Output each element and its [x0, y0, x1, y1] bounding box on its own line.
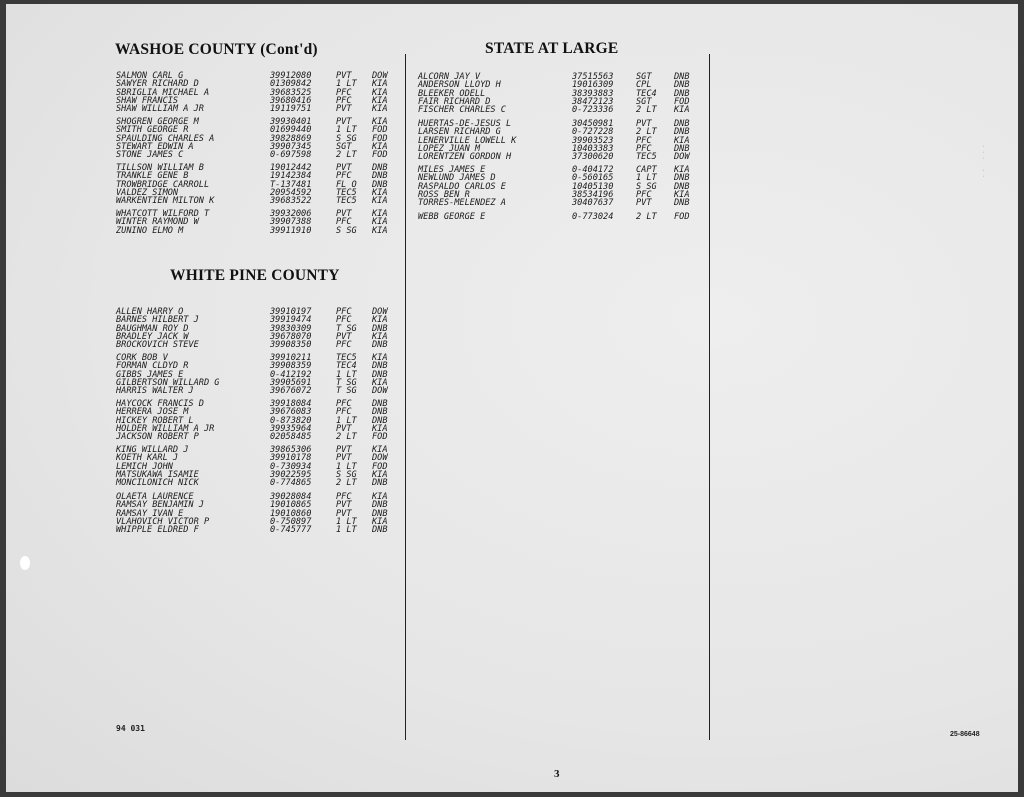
rank: TEC5	[336, 188, 357, 199]
edge-marks: · · · · ·	[982, 144, 986, 180]
status-code: KIA	[674, 105, 690, 116]
white-pine-group	[116, 308, 522, 350]
rank: 1 LT	[336, 79, 357, 90]
casualty-row	[418, 98, 1024, 106]
casualty-name: HOLDER WILLIAM A JR	[116, 424, 215, 435]
casualty-row	[418, 120, 1024, 128]
status-code: DNB	[372, 171, 388, 182]
rank: SGT	[636, 72, 652, 82]
rank: 2 LT	[336, 478, 357, 489]
casualty-name: LOPEZ JUAN M	[418, 144, 481, 155]
casualty-row	[116, 387, 522, 395]
status-code: KIA	[372, 470, 388, 481]
rank: PVT	[336, 508, 352, 519]
casualty-name: CORK BOB V	[116, 353, 168, 363]
status-code: DOW	[372, 386, 388, 397]
state-group	[418, 120, 1024, 162]
service-number: 39930401	[270, 117, 312, 127]
heading-white-pine-county: WHITE PINE COUNTY	[170, 267, 340, 284]
casualty-name: FORMAN CLDYD R	[116, 361, 189, 372]
status-code: DNB	[372, 525, 388, 536]
service-number: 19012442	[270, 163, 312, 173]
service-number: 0-560165	[572, 173, 614, 184]
white-pine-group	[116, 354, 522, 396]
service-number: 37300620	[572, 152, 614, 163]
casualty-name: TILLSON WILLIAM B	[116, 163, 204, 173]
white-pine-group	[116, 446, 522, 488]
status-code: KIA	[674, 190, 690, 201]
rank: T SG	[336, 386, 357, 397]
casualty-name: LEMICH JOHN	[116, 461, 173, 472]
casualty-name: ROSS BEN R	[418, 190, 470, 201]
service-number: 39910211	[270, 353, 312, 363]
status-code: DNB	[372, 340, 388, 351]
rank: 2 LT	[336, 150, 357, 161]
status-code: KIA	[372, 79, 388, 90]
rank: PFC	[636, 135, 652, 146]
casualty-row	[418, 81, 1024, 89]
casualty-row	[418, 191, 1024, 199]
status-code: FOD	[372, 432, 388, 443]
service-number: 0-873820	[270, 415, 312, 426]
casualty-name: BRADLEY JACK W	[116, 332, 189, 343]
casualty-name: ANDERSON LLOYD H	[418, 80, 501, 91]
rank: PVT	[336, 445, 352, 455]
casualty-name: GILBERTSON WILLARD G	[116, 378, 220, 389]
rank: PFC	[336, 307, 352, 317]
casualty-name: LORENTZEN GORDON H	[418, 152, 512, 163]
casualty-row	[418, 106, 1024, 114]
state-group	[418, 166, 1024, 208]
status-code: DOW	[674, 152, 690, 163]
service-number: 39912080	[270, 71, 312, 81]
service-number: 0-723336	[572, 105, 614, 116]
service-number: 39908359	[270, 361, 312, 372]
casualty-name: VALDEZ SIMON	[116, 188, 179, 199]
casualty-row	[418, 174, 1024, 182]
status-code: KIA	[372, 424, 388, 435]
service-number: 0-774865	[270, 478, 312, 489]
status-code: DNB	[372, 478, 388, 489]
rank: PVT	[636, 119, 652, 129]
service-number: 20954592	[270, 188, 312, 199]
service-number: 39678070	[270, 332, 312, 343]
casualty-name: GIBBS JAMES E	[116, 369, 184, 380]
casualty-name: VLAHOVICH VICTOR P	[116, 517, 210, 528]
status-code: KIA	[372, 492, 388, 502]
status-code: DNB	[674, 127, 690, 138]
service-number: 0-697598	[270, 150, 312, 161]
casualty-name: ALLEN HARRY O	[116, 307, 184, 317]
service-number: 39919474	[270, 315, 312, 326]
rank: 1 LT	[336, 415, 357, 426]
rank: TEC4	[336, 361, 357, 372]
rank: PFC	[336, 407, 352, 418]
status-code: DNB	[674, 181, 690, 192]
service-number: 0-773024	[572, 212, 614, 222]
document-page	[6, 4, 1018, 792]
rank: 1 LT	[336, 369, 357, 380]
service-number: 0-750897	[270, 517, 312, 528]
service-number: 19016309	[572, 80, 614, 91]
casualty-name: SHOGREN GEORGE M	[116, 117, 199, 127]
status-code: KIA	[674, 135, 690, 146]
service-number: 0-727228	[572, 127, 614, 138]
status-code: FOD	[372, 125, 388, 136]
rank: PVT	[336, 104, 352, 115]
rank: 2 LT	[636, 212, 657, 222]
service-number: 39910178	[270, 453, 312, 464]
rank: PVT	[336, 163, 352, 173]
status-code: DNB	[372, 323, 388, 334]
status-code: FOD	[674, 97, 690, 108]
casualty-name: MONCILONICH NICK	[116, 478, 199, 489]
page-number: 3	[554, 768, 560, 780]
service-number: 39676083	[270, 407, 312, 418]
casualty-name: SHAW FRANCIS	[116, 96, 179, 107]
status-code: FOD	[674, 212, 690, 222]
casualty-name: SBRIGLIA MICHAEL A	[116, 87, 210, 98]
casualty-name: LENERVILLE LOWELL K	[418, 135, 517, 146]
casualty-name: HUERTAS-DE-JESUS L	[418, 119, 512, 129]
status-code: DNB	[674, 119, 690, 129]
service-number: 38472123	[572, 97, 614, 108]
service-number: 0-745777	[270, 525, 312, 536]
status-code: FOD	[372, 133, 388, 144]
state-group	[418, 213, 1024, 221]
service-number: 39910197	[270, 307, 312, 317]
service-number: 39907388	[270, 217, 312, 228]
rank: PFC	[336, 217, 352, 228]
casualty-name: SALMON CARL G	[116, 71, 184, 81]
service-number: 30450981	[572, 119, 614, 129]
status-code: DNB	[372, 369, 388, 380]
status-code: KIA	[372, 142, 388, 153]
service-number: 39830309	[270, 323, 312, 334]
heading-washoe-county: WASHOE COUNTY (Cont'd)	[115, 41, 318, 58]
rank: SGT	[636, 97, 652, 108]
casualty-name: WHATCOTT WILFORD T	[116, 209, 210, 219]
service-number: 0-412192	[270, 369, 312, 380]
rank: 1 LT	[336, 517, 357, 528]
rank: T SG	[336, 378, 357, 389]
service-number: 39903523	[572, 135, 614, 146]
status-code: DOW	[372, 71, 388, 81]
status-code: KIA	[372, 445, 388, 455]
status-code: KIA	[372, 225, 388, 236]
service-number: 39907345	[270, 142, 312, 153]
status-code: DNB	[674, 80, 690, 91]
casualty-name: NEWLUND JAMES D	[418, 173, 496, 184]
casualty-name: ZUNINO ELMO M	[116, 225, 184, 236]
rank: PVT	[336, 424, 352, 435]
service-number: 01309842	[270, 79, 312, 90]
rank: CPL	[636, 80, 652, 91]
casualty-name: TRANKLE GENE B	[116, 171, 189, 182]
service-number: 39932006	[270, 209, 312, 219]
status-code: KIA	[372, 378, 388, 389]
service-number: 39683525	[270, 87, 312, 98]
status-code: KIA	[372, 117, 388, 127]
status-code: KIA	[372, 217, 388, 228]
service-number: 30407637	[572, 198, 614, 209]
casualty-name: MATSUKAWA ISAMIE	[116, 470, 199, 481]
rank: PFC	[336, 96, 352, 107]
state-group	[418, 73, 1024, 115]
casualty-name: STONE JAMES C	[116, 150, 184, 161]
casualty-name: KING WILLARD J	[116, 445, 189, 455]
casualty-row	[418, 213, 1024, 221]
status-code: KIA	[372, 104, 388, 115]
rank: S SG	[636, 181, 657, 192]
service-number: 39683522	[270, 196, 312, 207]
rank: 1 LT	[336, 125, 357, 136]
rank: 1 LT	[636, 173, 657, 184]
casualty-name: BARNES HILBERT J	[116, 315, 199, 326]
service-number: 10403383	[572, 144, 614, 155]
casualty-row	[116, 433, 522, 441]
status-code: DOW	[372, 453, 388, 464]
status-code: KIA	[372, 517, 388, 528]
status-code: KIA	[372, 96, 388, 107]
casualty-name: TORRES-MELENDEZ A	[418, 198, 506, 209]
status-code: DNB	[372, 508, 388, 519]
status-code: FOD	[372, 461, 388, 472]
casualty-name: TROWBRIDGE CARROLL	[116, 179, 210, 190]
rank: CAPT	[636, 165, 657, 175]
service-number: 39865306	[270, 445, 312, 455]
white-pine-group	[116, 400, 522, 442]
rank: PFC	[336, 340, 352, 351]
service-number: T-137481	[270, 179, 312, 190]
casualty-name: RAMSAY BENJAMIN J	[116, 500, 204, 511]
rank: 2 LT	[336, 432, 357, 443]
status-code: DNB	[674, 198, 690, 209]
casualty-row	[116, 479, 522, 487]
rank: PFC	[336, 171, 352, 182]
casualty-name: FISCHER CHARLES C	[418, 105, 506, 116]
rank: PVT	[336, 332, 352, 343]
service-number: 38393883	[572, 88, 614, 99]
status-code: DNB	[372, 415, 388, 426]
status-code: DOW	[372, 307, 388, 317]
service-number: 19142384	[270, 171, 312, 182]
service-number: 39918084	[270, 399, 312, 409]
casualty-row	[418, 153, 1024, 161]
status-code: KIA	[372, 188, 388, 199]
status-code: DNB	[674, 144, 690, 155]
status-code: DNB	[372, 500, 388, 511]
rank: PFC	[336, 315, 352, 326]
status-code: FOD	[372, 150, 388, 161]
status-code: DNB	[674, 72, 690, 82]
casualty-name: RAMSAY IVAN E	[116, 508, 184, 519]
rank: 1 LT	[336, 525, 357, 536]
status-code: KIA	[372, 332, 388, 343]
footer-left-code: 94 031	[116, 724, 145, 733]
casualty-row	[116, 454, 522, 462]
white-pine-group	[116, 493, 522, 535]
rank: PFC	[636, 144, 652, 155]
casualty-name: MILES JAMES E	[418, 165, 486, 175]
casualty-row	[116, 526, 522, 534]
casualty-name: HAYCOCK FRANCIS D	[116, 399, 204, 409]
rank: S SG	[336, 470, 357, 481]
status-code: KIA	[674, 165, 690, 175]
status-code: DNB	[674, 88, 690, 99]
casualty-name: HARRIS WALTER J	[116, 386, 194, 397]
casualty-name: OLAETA LAURENCE	[116, 492, 194, 502]
casualty-name: SPAULDING CHARLES A	[116, 133, 215, 144]
rank: 2 LT	[636, 127, 657, 138]
casualty-row	[418, 90, 1024, 98]
service-number: 19010860	[270, 508, 312, 519]
rank: PVT	[636, 198, 652, 209]
rank: SGT	[336, 142, 352, 153]
status-code: KIA	[372, 315, 388, 326]
status-code: KIA	[372, 87, 388, 98]
service-number: 39022595	[270, 470, 312, 481]
casualty-name: BROCKOVICH STEVE	[116, 340, 199, 351]
status-code: DNB	[372, 361, 388, 372]
casualty-name: RASPALDO CARLOS E	[418, 181, 506, 192]
service-number: 10405130	[572, 181, 614, 192]
casualty-name: WINTER RAYMOND W	[116, 217, 199, 228]
rank: TEC5	[336, 353, 357, 363]
service-number: 39028084	[270, 492, 312, 502]
service-number: 19010865	[270, 500, 312, 511]
casualty-name: BLEEKER ODELL	[418, 88, 486, 99]
casualty-row	[116, 227, 522, 235]
casualty-name: SMITH GEORGE R	[116, 125, 189, 136]
casualty-name: FAIR RICHARD D	[418, 97, 491, 108]
rank: PVT	[336, 500, 352, 511]
rank: S SG	[336, 225, 357, 236]
rank: 2 LT	[636, 105, 657, 116]
service-number: 0-404172	[572, 165, 614, 175]
rank: PFC	[636, 190, 652, 201]
rank: 1 LT	[336, 461, 357, 472]
casualty-name: WHIPPLE ELDRED F	[116, 525, 199, 536]
service-number: 39905691	[270, 378, 312, 389]
status-code: KIA	[372, 196, 388, 207]
service-number: 39828869	[270, 133, 312, 144]
casualty-row	[418, 183, 1024, 191]
status-code: DNB	[372, 407, 388, 418]
rank: PVT	[336, 209, 352, 219]
service-number: 39908350	[270, 340, 312, 351]
rank: S SG	[336, 133, 357, 144]
casualty-name: HICKEY ROBERT L	[116, 415, 194, 426]
rank: PVT	[336, 453, 352, 464]
casualty-name: WARKENTIEN MILTON K	[116, 196, 215, 207]
rank: PVT	[336, 71, 352, 81]
heading-state-at-large: STATE AT LARGE	[485, 40, 619, 57]
rank: TEC5	[636, 152, 657, 163]
rank: PFC	[336, 399, 352, 409]
service-number: 39676072	[270, 386, 312, 397]
status-code: DNB	[372, 179, 388, 190]
casualty-name: LARSEN RICHARD G	[418, 127, 501, 138]
service-number: 37515563	[572, 72, 614, 82]
rank: TEC4	[636, 88, 657, 99]
casualty-row	[418, 199, 1024, 207]
casualty-name: ALCORN JAY V	[418, 72, 481, 82]
casualty-row	[116, 341, 522, 349]
service-number: 39911910	[270, 225, 312, 236]
casualty-name: BAUGHMAN ROY D	[116, 323, 189, 334]
rank: PFC	[336, 492, 352, 502]
rank: FL O	[336, 179, 357, 190]
service-number: 38534196	[572, 190, 614, 201]
casualty-name: SHAW WILLIAM A JR	[116, 104, 204, 115]
casualty-name: WEBB GEORGE E	[418, 212, 486, 222]
service-number: 0-730934	[270, 461, 312, 472]
casualty-name: SAWYER RICHARD D	[116, 79, 199, 90]
footer-right-code: 25-86648	[950, 731, 980, 738]
status-code: KIA	[372, 209, 388, 219]
status-code: DNB	[372, 399, 388, 409]
casualty-name: JACKSON ROBERT P	[116, 432, 199, 443]
service-number: 01699440	[270, 125, 312, 136]
casualty-row	[418, 73, 1024, 81]
rank: T SG	[336, 323, 357, 334]
rank: PFC	[336, 87, 352, 98]
status-code: DNB	[372, 163, 388, 173]
casualty-name: KOETH KARL J	[116, 453, 179, 464]
status-code: KIA	[372, 353, 388, 363]
casualty-row	[418, 137, 1024, 145]
rank: TEC5	[336, 196, 357, 207]
rank: PVT	[336, 117, 352, 127]
service-number: 02058485	[270, 432, 312, 443]
service-number: 39680416	[270, 96, 312, 107]
paper-blemish	[20, 556, 30, 570]
casualty-name: STEWART EDWIN A	[116, 142, 194, 153]
service-number: 19119751	[270, 104, 312, 115]
casualty-row	[418, 166, 1024, 174]
status-code: DNB	[674, 173, 690, 184]
service-number: 39935964	[270, 424, 312, 435]
casualty-name: HERRERA JOSE M	[116, 407, 189, 418]
